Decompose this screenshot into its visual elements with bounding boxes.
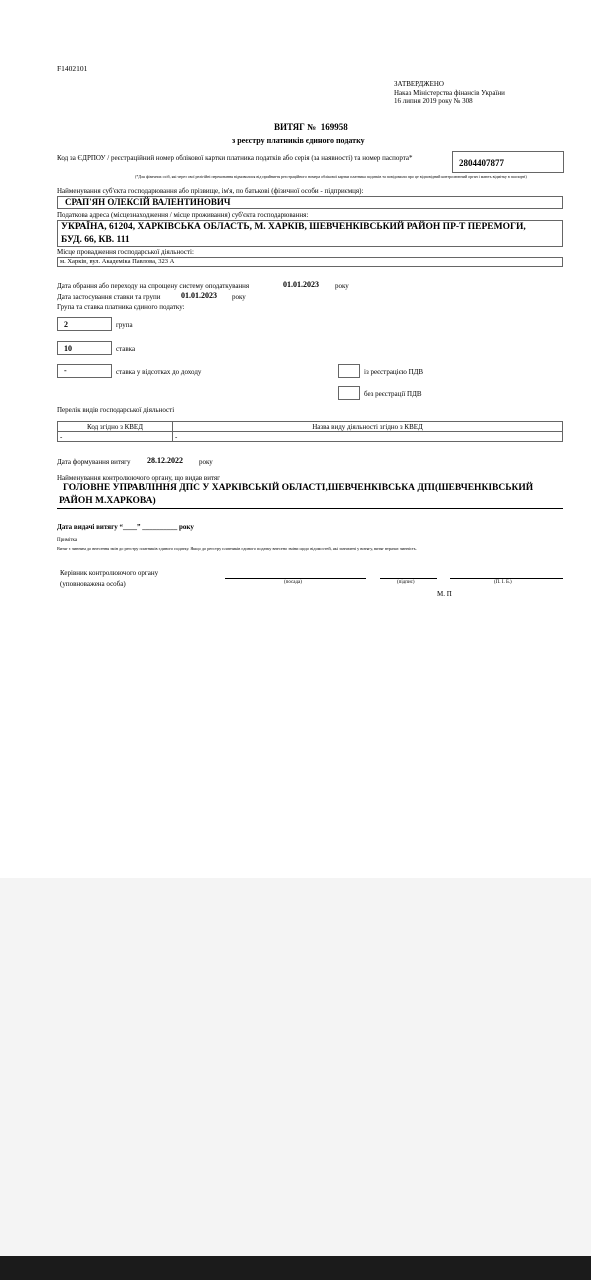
address-field bbox=[57, 220, 563, 247]
extract-number: 169958 bbox=[320, 122, 348, 132]
group-label: група bbox=[116, 321, 133, 329]
address-label: Податкова адреса (місцезнаходження / місце проживання) суб'єкта господарювання: bbox=[57, 211, 309, 219]
rate-field bbox=[57, 341, 112, 355]
approval-order: Наказ Міністерства фінансів України bbox=[394, 89, 505, 97]
kved-code-cell: - bbox=[58, 432, 173, 442]
applied-date-label: Дата застосування ставки та групи bbox=[57, 293, 161, 301]
issue-date: Дата видачі витягу “____” __________ року bbox=[57, 523, 194, 531]
kved-name-cell: - bbox=[173, 432, 563, 442]
signature-caption: (підпис) bbox=[397, 580, 415, 585]
applied-date-value: 01.01.2023 bbox=[181, 291, 217, 300]
percent-rate-label: ставка у відсотках до доходу bbox=[116, 368, 202, 376]
viewer-bottom-bar bbox=[0, 1256, 591, 1280]
activity-place-value: м. Харків, вул. Академіка Павлова, 323 А bbox=[60, 258, 175, 265]
formed-date-value: 28.12.2022 bbox=[147, 456, 183, 465]
authority-line-1: ГОЛОВНЕ УПРАВЛІННЯ ДПС У ХАРКІВСЬКІЙ ОБЛАСТІ,ШЕВЧЕНКІВСЬКА ДПІ(ШЕВЧЕНКІВСЬКИЙ bbox=[63, 483, 534, 493]
authority-underline bbox=[57, 508, 563, 509]
activity-place-label: Місце провадження господарської діяльності: bbox=[57, 248, 194, 256]
no-vat-label: без реєстрації ПДВ bbox=[364, 390, 422, 398]
extract-subtitle: з реєстру платників єдиного податку bbox=[232, 136, 365, 145]
transition-date-label: Дата обрання або переходу на спрощену систему оподаткування bbox=[57, 282, 250, 290]
note-text: Витяг є чинним до внесення змін до реєстру платників єдиного податку. Якщо до реєстру платників єдиного податку внесено зміни щодо відомостей, які зазначені у витягу, витяг втрачає чинність. bbox=[57, 546, 417, 551]
name-line bbox=[450, 578, 563, 579]
percent-rate-field bbox=[57, 364, 112, 378]
kved-col-name: Назва виду діяльності згідно з КВЕД bbox=[173, 422, 563, 432]
formed-date-label: Дата формування витягу bbox=[57, 458, 131, 466]
name-value: СРАП'ЯН ОЛЕКСІЙ ВАЛЕНТИНОВИЧ bbox=[65, 197, 231, 207]
position-line bbox=[225, 578, 366, 579]
stamp-place: М. П bbox=[437, 590, 452, 598]
signer-title: Керівник контролюючого органу bbox=[60, 569, 159, 577]
edrpou-field bbox=[452, 151, 564, 173]
kved-col-code: Код згідно з КВЕД bbox=[58, 422, 173, 432]
authority-line-2: РАЙОН М.ХАРКОВА) bbox=[59, 496, 156, 506]
rate-value: 10 bbox=[64, 344, 72, 353]
vat-checkbox bbox=[338, 364, 360, 378]
table-row bbox=[58, 432, 563, 442]
form-code: F1402101 bbox=[57, 64, 88, 73]
kved-header-row bbox=[58, 422, 563, 432]
activity-place-field bbox=[57, 257, 563, 267]
approval-title: ЗАТВЕРДЖЕНО bbox=[394, 80, 444, 88]
position-caption: (посада) bbox=[284, 580, 302, 585]
extract-title bbox=[274, 122, 348, 132]
kved-table bbox=[57, 421, 563, 442]
signature-line bbox=[380, 578, 437, 579]
edrpou-label: Код за ЄДРПОУ / реєстраційний номер облікової картки платника податків або серія (за наявності) та номер паспорта* bbox=[57, 154, 413, 162]
authority-label: Найменування контролюючого органу, що видав витяг bbox=[57, 474, 221, 482]
name-caption: (П. І. Б.) bbox=[494, 580, 512, 585]
percent-rate-value: - bbox=[64, 366, 67, 375]
transition-date-suffix: року bbox=[335, 282, 349, 290]
group-value: 2 bbox=[64, 320, 68, 329]
name-field bbox=[57, 196, 563, 209]
note-title: Примітка bbox=[57, 538, 78, 543]
edrpou-value: 2804407877 bbox=[459, 158, 504, 168]
transition-date-value: 01.01.2023 bbox=[283, 280, 319, 289]
applied-date-suffix: року bbox=[232, 293, 246, 301]
formed-date-suffix: року bbox=[199, 458, 213, 466]
address-line-1: УКРАЇНА, 61204, ХАРКІВСЬКА ОБЛАСТЬ, М. ХАРКІВ, ШЕВЧЕНКІВСЬКИЙ РАЙОН ПР-Т ПЕРЕМОГИ, bbox=[61, 222, 526, 232]
signer-subtitle: (уповноважена особа) bbox=[60, 580, 126, 588]
kved-title: Перелік видів господарської діяльності bbox=[57, 406, 175, 414]
no-vat-checkbox bbox=[338, 386, 360, 400]
approval-date: 16 липня 2019 року № 308 bbox=[394, 97, 473, 105]
edrpou-note: (*Для фізичних осіб, які через свої релігійні переконання відмовилися від прийняття реєстраційного номера облікової картки платника податків та повідомили про це відповідний контролюючий орган і мають відмітку в паспорті) bbox=[135, 174, 527, 179]
viewer-background bbox=[0, 878, 591, 1256]
rate-label: ставка bbox=[116, 345, 136, 353]
vat-label: із реєстрацією ПДВ bbox=[364, 368, 424, 376]
group-field bbox=[57, 317, 112, 331]
address-line-2: БУД. 66, КВ. 111 bbox=[61, 235, 130, 245]
group-rate-label: Група та ставка платника єдиного податку: bbox=[57, 303, 185, 311]
name-label: Найменування суб'єкта господарювання або прізвище, ім'я, по батькові (фізичної особи - підприємця): bbox=[57, 187, 364, 195]
extract-title-prefix: ВИТЯГ № bbox=[274, 122, 317, 132]
